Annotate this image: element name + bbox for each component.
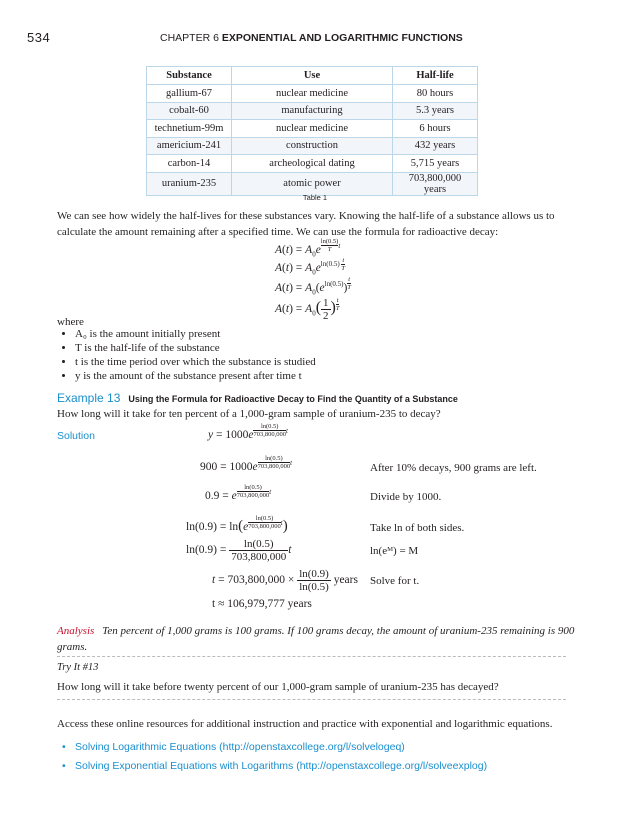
- table-cell: nuclear medicine: [232, 120, 393, 138]
- half-life-table: [146, 66, 478, 196]
- example-title: Using the Formula for Radioactive Decay to Find the Quantity of a Substance: [128, 394, 458, 404]
- table-row: [147, 85, 478, 103]
- table-row: [147, 120, 478, 138]
- table-cell: 703,800,000 years: [393, 172, 478, 195]
- analysis-label: Analysis: [57, 625, 95, 637]
- table-cell: 80 hours: [393, 85, 478, 103]
- table-cell: 5,715 years: [393, 155, 478, 173]
- table-cell: 432 years: [393, 137, 478, 155]
- variable-list: [63, 327, 316, 383]
- table-caption: Table 1: [302, 193, 328, 202]
- example-label: Example 13: [57, 391, 121, 405]
- table-cell: 5.3 years: [393, 102, 478, 120]
- solution-step-3: 0.9 = e $\frac{\ln(0.5)}{703,800,000}$ $^t$: [205, 484, 272, 503]
- table-cell: archeological dating: [232, 155, 393, 173]
- solution-step-1: y = 1000e $\frac{\ln(0.5)}{703,800,000}$ $^t$: [208, 423, 288, 442]
- page-number: 534: [27, 30, 51, 45]
- table-cell: gallium-67: [147, 85, 232, 103]
- where-label: where: [57, 316, 84, 328]
- table-cell: nuclear medicine: [232, 85, 393, 103]
- analysis-note: [57, 623, 577, 655]
- step-note: Take ln of both sides.: [370, 522, 465, 534]
- list-item: • T is the half-life of the substance: [75, 341, 316, 355]
- example-heading: [57, 389, 458, 407]
- table-row: [147, 172, 478, 195]
- example-question: How long will it take for ten percent of a 1,000-gram sample of uranium-235 to decay?: [57, 408, 441, 420]
- table-row: [147, 155, 478, 173]
- table-cell: manufacturing: [232, 102, 393, 120]
- table-cell: 6 hours: [393, 120, 478, 138]
- decay-formula-1: $A(t) = A_0e$ $\frac{\ln(0.5)}{T}$ $^t$: [275, 238, 341, 259]
- solution-step-2: 900 = 1000e $\frac{\ln(0.5)}{703,800,000}$ $^t$: [200, 455, 293, 474]
- decay-formula-4: $A(t) = A_0$( $\frac{1}{2}$ ) $\frac{t}{T}$: [275, 297, 340, 322]
- resource-links: [63, 738, 487, 776]
- divider: [57, 699, 566, 700]
- solution-step-6: t = 703,800,000 × $\frac{\ln(0.9)}{\ln(0.5)}$ years: [212, 568, 358, 593]
- table-row: [147, 137, 478, 155]
- intro-paragraph: We can see how widely the half-lives for these substances vary. Knowing the half-life of a substance allows us to calculate the amount remaining after a specified time. We can use the formula for radioactive decay:: [57, 210, 555, 238]
- table-header: Use: [232, 67, 393, 85]
- solution-step-4: ln(0.9) = ln(e $\frac{\ln(0.5)}{703,800,000}$ $^t$): [186, 514, 288, 534]
- resource-link-exponential[interactable]: • Solving Exponential Equations with Logarithms (http://openstaxcollege.org/l/solveexplog): [75, 757, 487, 776]
- table-cell: americium-241: [147, 137, 232, 155]
- chapter-title: EXPONENTIAL AND LOGARITHMIC FUNCTIONS: [221, 32, 463, 44]
- table-cell: atomic power: [232, 172, 393, 195]
- table-cell: carbon-14: [147, 155, 232, 173]
- table-header: Substance: [147, 67, 232, 85]
- table-cell: uranium-235: [147, 172, 232, 195]
- table-cell: cobalt-60: [147, 102, 232, 120]
- step-note: Solve for t.: [370, 575, 420, 587]
- try-it-question: How long will it take before twenty percent of our 1,000-gram sample of uranium-235 has decayed?: [57, 681, 499, 693]
- divider: [57, 656, 566, 657]
- chapter-label: CHAPTER 6: [160, 32, 219, 44]
- try-it-label: Try It #13: [57, 662, 99, 673]
- table-cell: construction: [232, 137, 393, 155]
- step-note: After 10% decays, 900 grams are left.: [370, 462, 537, 474]
- list-item: • t is the time period over which the substance is studied: [75, 355, 316, 369]
- table-header: Half-life: [393, 67, 478, 85]
- analysis-text: Ten percent of 1,000 grams is 100 grams. If 100 grams decay, the amount of uranium-235 remaining is 900 grams.: [57, 625, 575, 653]
- solution-label: Solution: [57, 430, 95, 442]
- table-row: [147, 102, 478, 120]
- resource-link-logarithmic[interactable]: • Solving Logarithmic Equations (http://openstaxcollege.org/l/solvelogeq): [75, 738, 487, 757]
- list-item: • y is the amount of the substance present after time t: [75, 369, 316, 383]
- step-note: Divide by 1000.: [370, 491, 442, 503]
- table-cell: technetium-99m: [147, 120, 232, 138]
- resources-intro: Access these online resources for additional instruction and practice with exponential and logarithmic equations.: [57, 718, 553, 730]
- running-head: [160, 32, 463, 44]
- decay-formula-2: $A(t) = A_0e^{ln(0.5) \frac{t}{T}}$: [275, 257, 346, 277]
- decay-formula-3: $A(t) = A_0(e^{ln(0.5)})$ $\frac{t}{T}$: [275, 276, 351, 297]
- list-item: • A₀ is the amount initially present: [75, 327, 316, 341]
- step-note: ln(eᴹ) = M: [370, 545, 419, 557]
- solution-step-5: ln(0.9) = $\frac{\ln(0.5)}{703,800,000}$ t: [186, 538, 292, 563]
- solution-final: t ≈ 106,979,777 years: [212, 598, 312, 610]
